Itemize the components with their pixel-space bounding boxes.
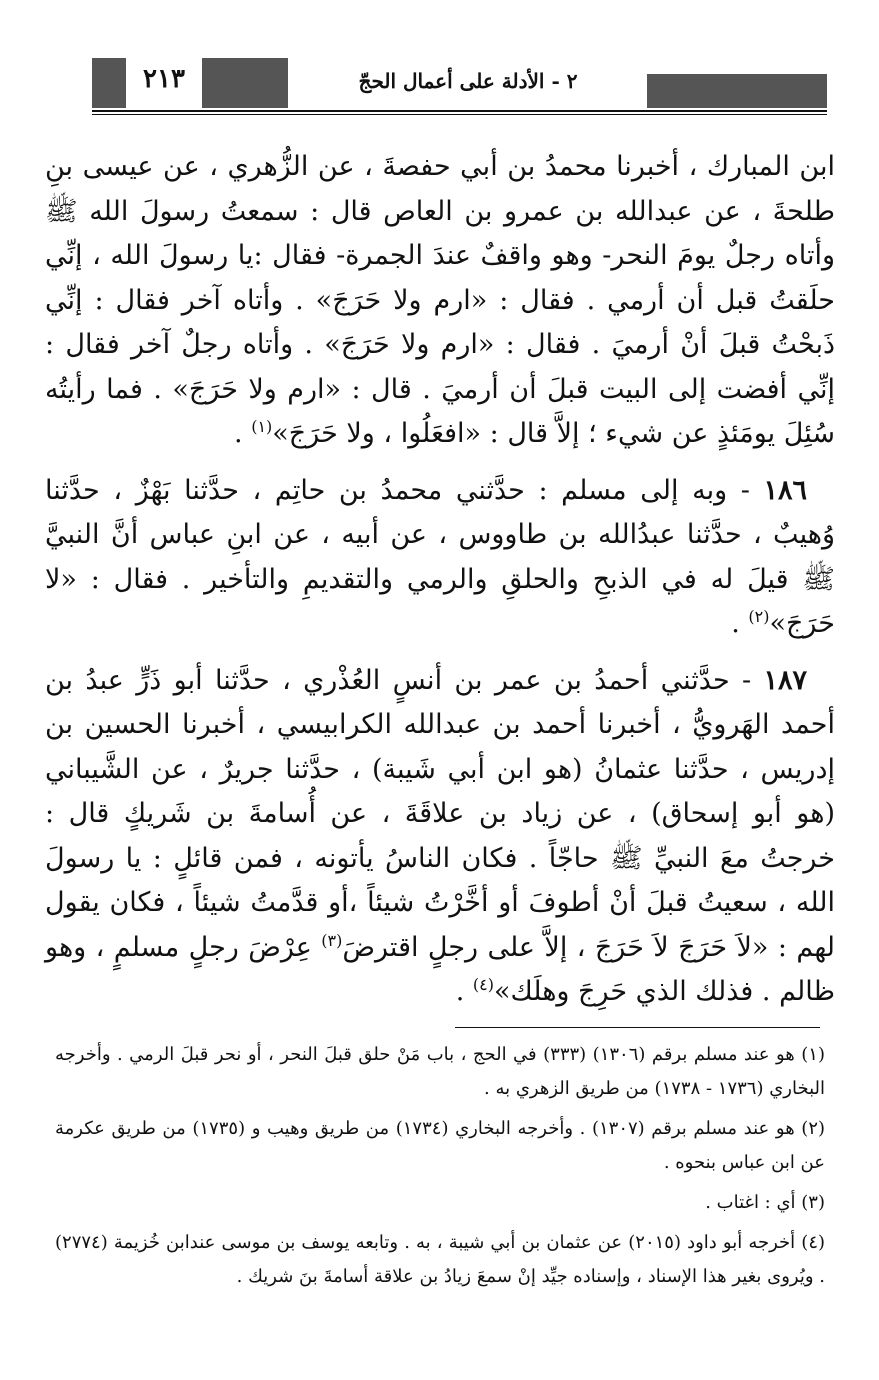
header-decorative-block [647,74,827,108]
hadith-187: ١٨٧ - حدَّثني أحمدُ بن عمر بن أنسٍ العُذْري ، حدَّثنا أبو ذَرٍّ عبدُ بن أحمد الهَرويُّ ، أخبرنا أحمد بن عبدالله الكرابيسي ، أخبرنا الحسين بن إدريس ، حدَّثنا عثمانُ (هو ابن أبي شَيبة) ، حدَّثنا جريرٌ ، عن الشَّيباني (هو أبو إسحاق) ، عن زياد بن علاقَةَ ، عن أُسامةَ بن شَريكٍ قال : خرجتُ معَ النبيِّ ﷺ حاجّاً . فكان الناسُ يأتونه ، فمن قائلٍ : يا رسولَ الله ، سعيتُ قبلَ أنْ أطوفَ أو أخَّرْتُ شيئاً ،أو قدَّمتُ شيئاً ، فكان يقول لهم : «لاَ حَرَجَ لاَ حَرَجَ ، إلاَّ على رجلٍ اقترضَ$^{(٣)}$ عِرْضَ رجلٍ مسلمٍ ، وهو ظالم . فذلك الذي حَرِجَ وهلَك»$^{(٤)}$ . [45,664,835,1007]
footnote-separator [455,1027,820,1028]
header-decorative-block [202,58,288,108]
main-text [45,145,835,1027]
footnotes [55,1038,825,1300]
footnote-ref: (١) [251,417,273,436]
footnote-ref: (٣) [321,930,343,950]
page-number: ٢١٣ [143,64,185,94]
hadith-186: ١٨٦ - وبه إلى مسلم : حدَّثني محمدُ بن حاتِم ، حدَّثنا بَهْزٌ ، حدَّثنا وُهيبٌ ، حدَّثنا عبدُالله بن طاووس ، عن أبيه ، عن ابنِ عباس أنَّ النبيَّ ﷺ قيلَ له في الذبحِ والحلقِ والرمي والتقديمِ والتأخير . فقال : «لا حَرَجَ»$^{(٢)}$ . [45,474,835,639]
running-header [92,52,827,114]
paragraph: ابن المبارك ، أخبرنا محمدُ بن أبي حفصةَ ، عن الزُّهري ، عن عيسى بنِ طلحةَ ، عن عبدالله بن عمرو بن العاص قال : سمعتُ رسولَ الله ﷺ وأتاه رجلٌ يومَ النحر- وهو واقفٌ عندَ الجمرة- فقال :يا رسولَ الله ، إنِّي حلَقتُ قبل أن أرمي . فقال : «ارم ولا حَرَجَ» . وأتاه آخر فقال : إنِّي ذَبحْتُ قبلَ أنْ أرميَ . فقال : «ارم ولا حَرَجَ» . وأتاه رجلٌ آخر فقال : إنِّي أفضت إلى البيت قبلَ أن أرميَ . قال : «ارم ولا حَرَجَ» . فما رأيتُه سُئِلَ يومَئذٍ عن شيء ؛ إلاَّ قال : «افعَلُوا ، ولا حَرَجَ»$^{(١)}$ . [45,151,835,449]
footnote: (٢) هو عند مسلم برقم (١٣٠٧) . وأخرجه البخاري (١٧٣٤) من طريق وهيب و (١٧٣٥) من طريق عكرمة عن ابن عباس بنحوه . [55,1118,826,1173]
footnote: (٤) أخرجه أبو داود (٢٠١٥) عن عثمان بن أبي شيبة ، به . وتابعه يوسف بن موسى عندابن خُزيمة (٢٧٧٤) . ويُروى بغير هذا الإسناد ، وإسناده جيِّد إنْ سمعَ زيادُ بن علاقة أسامةَ بنَ شريك . [55,1232,826,1287]
header-rule [92,110,827,112]
footnote-ref: (٤) [472,975,494,994]
footnote-ref: (٢) [748,607,770,626]
footnote: (٣) أي : اغتاب . [705,1192,825,1213]
header-decorative-block [92,58,126,108]
header-rule [92,114,827,115]
hadith-number: ١٨٧ [763,664,807,696]
chapter-title: ٢ - الأدلة على أعمال الحجّ [358,69,578,93]
hadith-number: ١٨٦ [763,474,807,506]
footnote: (١) هو عند مسلم برقم (١٣٠٦) (٣٣٣) في الحج ، باب مَنْ حلق قبلَ النحر ، أو نحر قبلَ الرمي . وأخرجه البخاري (١٧٣٦ - ١٧٣٨) من طريق الزهري به . [55,1044,825,1099]
